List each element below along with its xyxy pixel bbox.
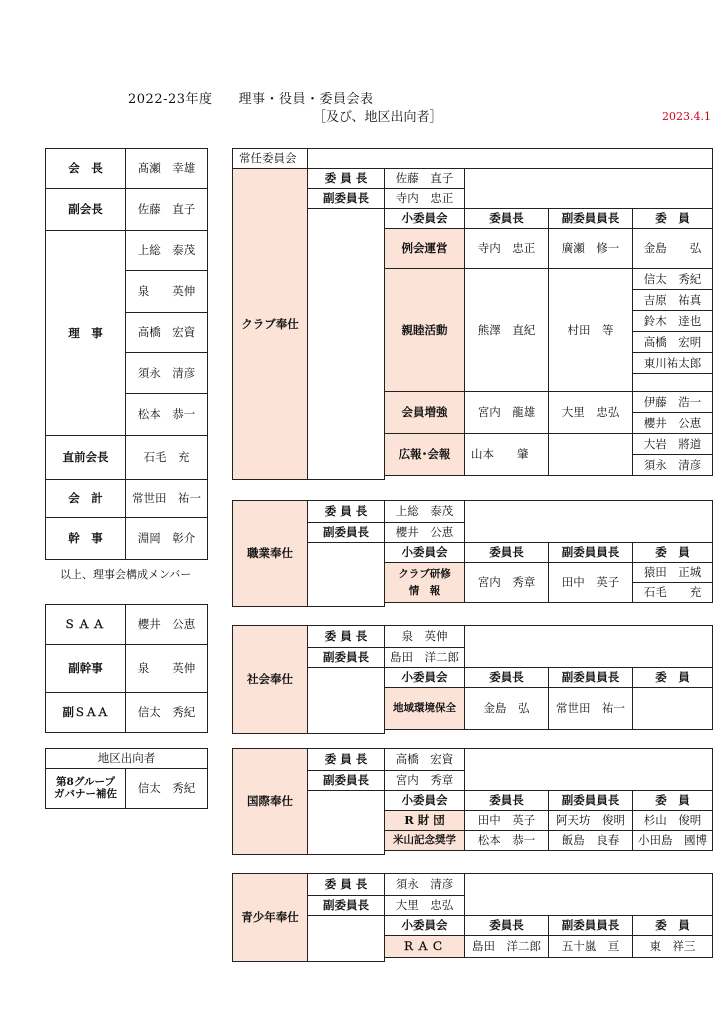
sub-chair: 宮内 秀章 — [465, 563, 549, 603]
name-director: 上総 泰茂 — [126, 231, 208, 271]
club-service-label: クラブ奉仕 — [233, 169, 308, 480]
member: 金島 弘 — [633, 229, 713, 269]
sub-chair-label: 委員長 — [465, 543, 549, 563]
district-table — [45, 748, 208, 809]
club-vice-chair: 寺内 忠正 — [385, 189, 465, 209]
officers-table — [45, 604, 208, 733]
role-vice-secretary: 副幹事 — [46, 645, 126, 693]
name-director: 松本 恭一 — [126, 394, 208, 436]
board-note: 以上、理事会構成メンバー — [60, 568, 192, 581]
role-treasurer: 会 計 — [46, 480, 126, 518]
member: 東 祥三 — [633, 936, 713, 958]
district-header: 地区出向者 — [46, 749, 208, 769]
role-vice-president: 副会長 — [46, 189, 126, 231]
member-label: 委 員 — [633, 791, 713, 811]
sub-committee-label: 小委員会 — [385, 543, 465, 563]
title-text: 理事・役員・委員会表 — [238, 92, 374, 107]
district-role: 第8グループ ガバナー補佐 — [46, 769, 126, 809]
sub-committee-name: 広報･会報 — [385, 434, 465, 476]
sub-vice: 常世田 祐一 — [549, 688, 633, 730]
name-director: 須永 清彦 — [126, 353, 208, 394]
sub-vice: 飯島 良春 — [549, 831, 633, 851]
vice-chair-label: 副委員長 — [308, 523, 385, 543]
member-label: 委 員 — [633, 209, 713, 229]
document-subtitle: ［及び、地区出向者］ — [313, 110, 443, 125]
sub-vice — [549, 434, 633, 476]
member: 伊藤 浩一 — [633, 392, 713, 413]
document-title — [128, 88, 400, 107]
sub-chair: 金島 弘 — [465, 688, 549, 730]
member: 吉原 祐真 — [633, 290, 713, 311]
sub-chair: 島田 洋二郎 — [465, 936, 549, 958]
vocational-chair: 上総 泰茂 — [385, 501, 465, 523]
role-vice-saa: 副ＳＡＡ — [46, 693, 126, 733]
sub-vice-label: 副委員員長 — [549, 543, 633, 563]
role-past-president: 直前会長 — [46, 436, 126, 480]
sub-committee-name: 米山記念奨学 — [385, 831, 465, 851]
sub-committee-name: ＲＡＣ — [385, 936, 465, 958]
name-vice-secretary: 泉 英伸 — [126, 645, 208, 693]
chair-label: 委 員 長 — [308, 501, 385, 523]
fiscal-year: 2022-23年度 — [128, 92, 213, 107]
sub-committee-label: 小委員会 — [385, 668, 465, 688]
member: 東川祐太郎 — [633, 353, 713, 374]
sub-vice-label: 副委員員長 — [549, 209, 633, 229]
sub-chair-label: 委員長 — [465, 791, 549, 811]
youth-vice-chair: 大里 忠弘 — [385, 896, 465, 916]
vice-chair-label: 副委員長 — [308, 896, 385, 916]
sub-chair: 寺内 忠正 — [465, 229, 549, 269]
name-president: 髙瀬 幸雄 — [126, 149, 208, 189]
member-label: 委 員 — [633, 668, 713, 688]
international-service-table — [232, 748, 713, 855]
member: 石毛 充 — [633, 583, 713, 603]
sub-chair: 山本 肇 — [465, 434, 549, 476]
community-chair: 泉 英伸 — [385, 626, 465, 648]
club-service-table — [232, 148, 713, 480]
member: 猿田 正城 — [633, 563, 713, 583]
sub-vice-label: 副委員員長 — [549, 791, 633, 811]
member: 杉山 俊明 — [633, 811, 713, 831]
sub-committee-label: 小委員会 — [385, 916, 465, 936]
sub-vice: 五十嵐 亘 — [549, 936, 633, 958]
role-secretary: 幹 事 — [46, 518, 126, 560]
sub-chair-label: 委員長 — [465, 916, 549, 936]
community-service-label: 社会奉仕 — [233, 626, 308, 734]
member: 櫻井 公恵 — [633, 413, 713, 434]
youth-chair: 須永 清彦 — [385, 874, 465, 896]
standing-committee-label: 常任委員会 — [233, 149, 308, 169]
member-label: 委 員 — [633, 916, 713, 936]
document-date: 2023.4.1 — [662, 110, 711, 123]
sub-committee-name: R 財 団 — [385, 811, 465, 831]
name-saa: 櫻井 公恵 — [126, 605, 208, 645]
sub-committee-name: 会員増強 — [385, 392, 465, 434]
sub-chair: 松本 恭一 — [465, 831, 549, 851]
member: 信太 秀紀 — [633, 269, 713, 290]
sub-committee-label: 小委員会 — [385, 791, 465, 811]
sub-chair: 熊澤 直紀 — [465, 269, 549, 392]
chair-label: 委 員 長 — [308, 626, 385, 648]
member: 鈴木 逹也 — [633, 311, 713, 332]
name-treasurer: 常世田 祐一 — [126, 480, 208, 518]
sub-vice: 田中 英子 — [549, 563, 633, 603]
vocational-service-label: 職業奉仕 — [233, 501, 308, 607]
member: 須永 清彦 — [633, 455, 713, 476]
sub-vice: 廣瀬 修一 — [549, 229, 633, 269]
vice-chair-label: 副委員長 — [308, 771, 385, 791]
sub-committee-name: 親睦活動 — [385, 269, 465, 392]
vice-chair-label: 副委員長 — [308, 189, 385, 209]
chair-label: 委 員 長 — [308, 749, 385, 771]
sub-committee-name: 地域環境保全 — [385, 688, 465, 730]
name-past-president: 石毛 充 — [126, 436, 208, 480]
sub-chair-label: 委員長 — [465, 209, 549, 229]
youth-service-table — [232, 873, 713, 962]
community-vice-chair: 島田 洋二郎 — [385, 648, 465, 668]
sub-vice: 村田 等 — [549, 269, 633, 392]
member: 高橋 宏明 — [633, 332, 713, 353]
sub-chair: 宮内 龍雄 — [465, 392, 549, 434]
sub-committee-name: クラブ研修 情 報 — [385, 563, 465, 603]
member-empty — [633, 688, 713, 730]
role-president: 会 長 — [46, 149, 126, 189]
role-directors: 理 事 — [46, 231, 126, 436]
member-empty — [633, 374, 713, 392]
sub-vice: 大里 忠弘 — [549, 392, 633, 434]
chair-label: 委 員 長 — [308, 874, 385, 896]
vocational-vice-chair: 櫻井 公恵 — [385, 523, 465, 543]
vocational-service-table — [232, 500, 713, 607]
member-label: 委 員 — [633, 543, 713, 563]
member: 大岩 將道 — [633, 434, 713, 455]
name-vice-saa: 信太 秀紀 — [126, 693, 208, 733]
sub-chair-label: 委員長 — [465, 668, 549, 688]
international-chair: 高橋 宏資 — [385, 749, 465, 771]
international-vice-chair: 宮内 秀章 — [385, 771, 465, 791]
vice-chair-label: 副委員長 — [308, 648, 385, 668]
district-name: 信太 秀紀 — [126, 769, 208, 809]
sub-committee-name: 例会運営 — [385, 229, 465, 269]
name-vice-president: 佐藤 直子 — [126, 189, 208, 231]
sub-vice-label: 副委員員長 — [549, 668, 633, 688]
club-chair: 佐藤 直子 — [385, 169, 465, 189]
name-secretary: 淵岡 彰介 — [126, 518, 208, 560]
community-service-table — [232, 625, 713, 734]
youth-service-label: 青少年奉仕 — [233, 874, 308, 962]
member: 小田島 國博 — [633, 831, 713, 851]
sub-committee-label: 小委員会 — [385, 209, 465, 229]
sub-vice-label: 副委員員長 — [549, 916, 633, 936]
sub-vice: 阿天坊 俊明 — [549, 811, 633, 831]
chair-label: 委 員 長 — [308, 169, 385, 189]
name-director: 泉 英伸 — [126, 271, 208, 313]
sub-chair: 田中 英子 — [465, 811, 549, 831]
board-table — [45, 148, 208, 560]
name-director: 高橋 宏資 — [126, 313, 208, 353]
role-saa: ＳＡＡ — [46, 605, 126, 645]
international-service-label: 国際奉仕 — [233, 749, 308, 855]
